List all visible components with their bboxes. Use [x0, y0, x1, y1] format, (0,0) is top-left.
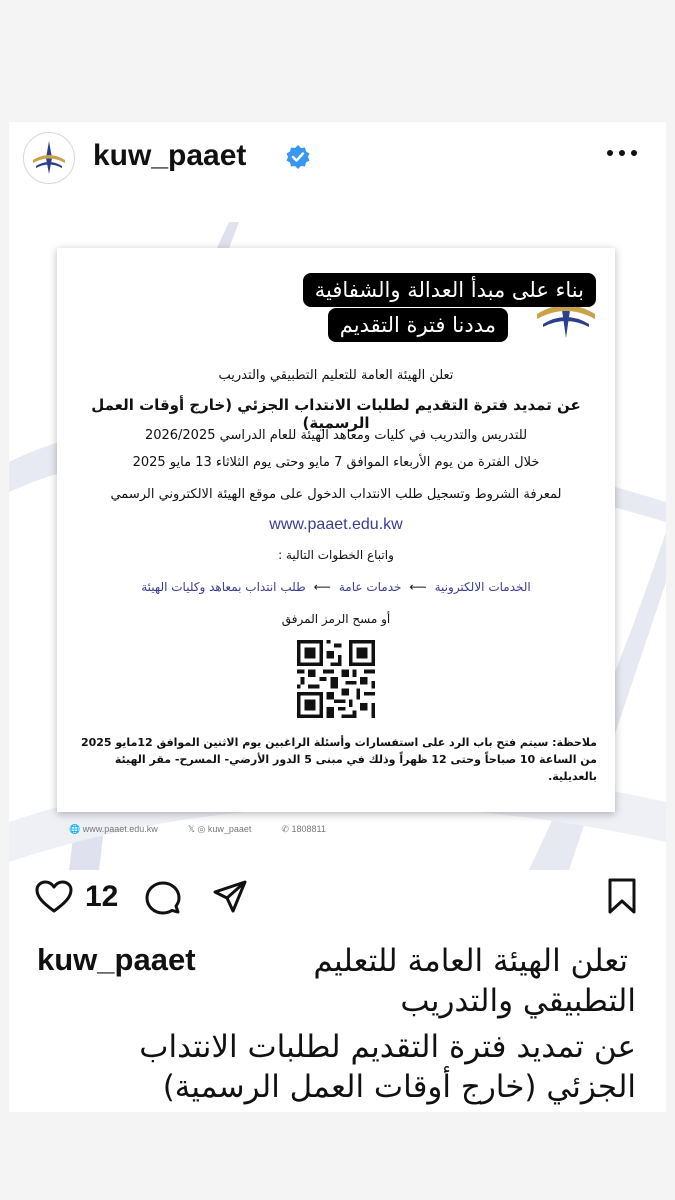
story-overlay-text: مددنا فترة التقديم	[328, 308, 508, 342]
post-actions	[9, 874, 666, 920]
poster-instructions: لمعرفة الشروط وتسجيل طلب الانتداب الدخول على موقع الهيئة الالكتروني الرسمي	[110, 487, 562, 502]
post-username[interactable]: kuw_paaet	[93, 139, 247, 172]
poster-academic-year: للتدريس والتدريب في كليات ومعاهد الهيئة للعام الدراسي 2026/2025	[144, 428, 528, 443]
instagram-post	[9, 122, 666, 1112]
poster-website: www.paaet.edu.kw	[269, 516, 403, 533]
avatar[interactable]	[23, 132, 75, 184]
post-media[interactable]	[9, 202, 666, 870]
story-overlay-text: بناء على مبدأ العدالة والشفافية	[303, 273, 596, 307]
poster-period: خلال الفترة من يوم الأربعاء الموافق 7 مايو وحتى يوم الثلاثاء 13 مايو 2025	[132, 455, 540, 470]
caption-text: عن تمديد فترة التقديم لطلبات الانتداب	[139, 1029, 636, 1065]
share-icon[interactable]	[213, 880, 247, 914]
phone-icon: ✆	[281, 824, 292, 834]
social-icon: 𝕏 ◎	[187, 824, 208, 834]
heart-icon[interactable]	[35, 880, 73, 914]
caption-text: التطبيقي والتدريب	[400, 983, 636, 1019]
caption-username[interactable]: kuw_paaet	[37, 942, 196, 977]
poster-qr-intro: أو مسح الرمز المرفق	[281, 612, 391, 626]
comment-icon[interactable]	[145, 880, 181, 916]
poster-steps-intro: واتباع الخطوات التالية :	[278, 548, 394, 562]
paaet-logo-icon	[29, 138, 69, 178]
caption-text: تعلن الهيئة العامة للتعليم	[313, 943, 628, 979]
like-count[interactable]: 12	[85, 880, 119, 913]
verified-badge-icon	[285, 144, 311, 170]
qr-code-icon	[297, 640, 375, 718]
more-options-icon[interactable]	[607, 148, 637, 158]
poster-note: ملاحظة: سيتم فتح باب الرد على استفسارات وأسئلة الراغبين يوم الاثنين الموافق 12مايو 2025 من الساعة 10 صباحاً وحتى 12 ظهراً وذلك في مبنى 5 الدور الأرضي- المسرح- مقر الهيئة بالعديلية.	[80, 736, 597, 783]
arrow-left-icon: ⟵	[409, 580, 427, 594]
poster-headline: عن تمديد فترة التقديم لطلبات الانتداب الجزئي (خارج أوقات العمل الرسمية)	[91, 396, 581, 432]
bookmark-icon[interactable]	[607, 878, 637, 914]
poster-footer	[69, 824, 469, 835]
step-item: طلب انتداب بمعاهد وكليات الهيئة	[141, 580, 306, 594]
footer-site: 🌐 www.paaet.edu.kw	[69, 824, 158, 834]
caption-text: الجزئي (خارج أوقات العمل الرسمية)	[162, 1069, 636, 1105]
globe-icon: 🌐	[69, 824, 83, 834]
step-item: خدمات عامة	[338, 580, 402, 594]
footer-phone: ✆ 1808811	[281, 824, 326, 834]
poster-intro: تعلن الهيئة العامة للتعليم التطبيقي والتدريب	[218, 368, 454, 383]
arrow-left-icon: ⟵	[313, 580, 331, 594]
step-item: الخدمات الالكترونية	[434, 580, 531, 594]
poster-steps	[57, 580, 615, 594]
footer-social: 𝕏 ◎ kuw_paaet	[187, 824, 252, 834]
post-header	[9, 122, 666, 194]
